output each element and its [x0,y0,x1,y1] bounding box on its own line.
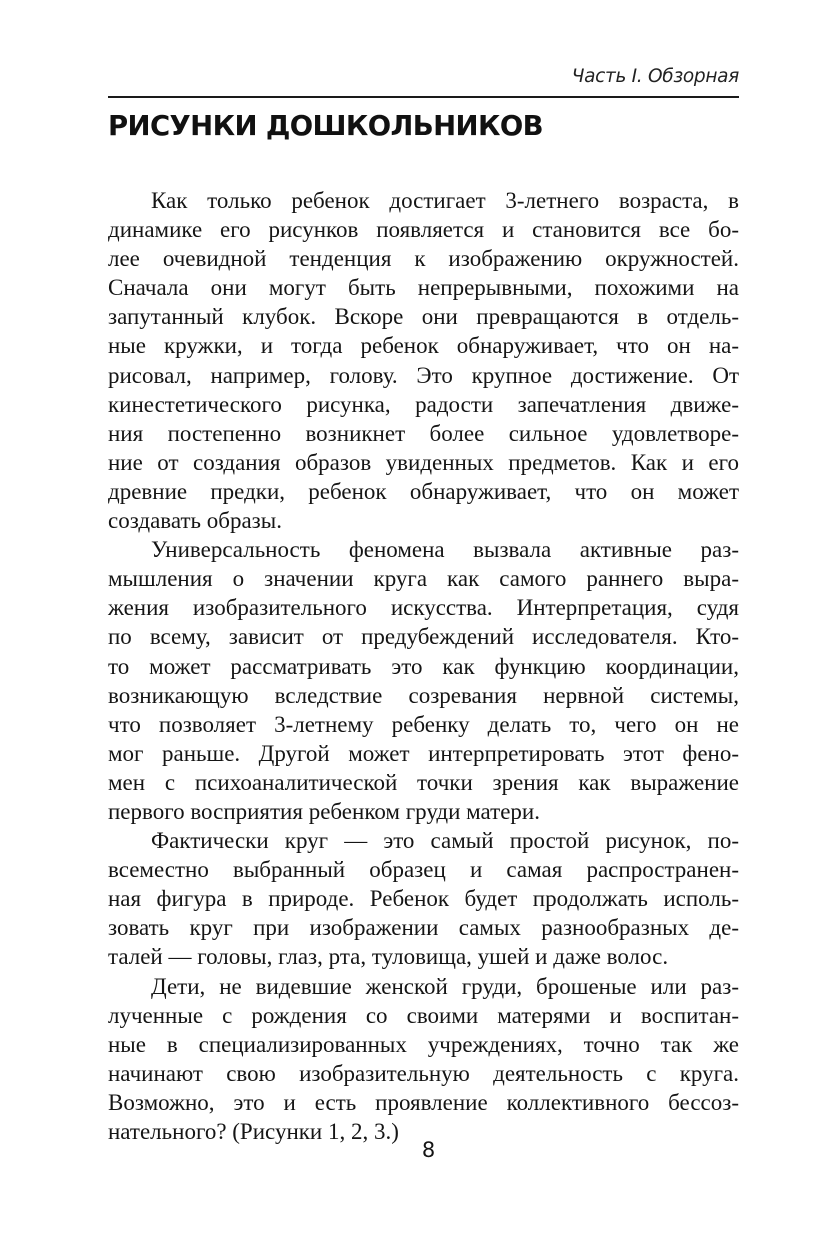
text-line: начинают свою изобразительную деятельность с круга. [108,1060,739,1086]
paragraph [108,972,739,1147]
text-line: динамике его рисунков появляется и становится все бо- [108,217,739,243]
text-line: возникающую вследствие созревания нервной системы, [108,682,739,708]
text-line: мен с психоаналитической точки зрения как выражение [108,769,739,795]
paragraph [108,826,739,971]
text-line: Возможно, это и есть проявление коллективного бессоз- [108,1089,739,1115]
text-line: создавать образы. [108,508,282,534]
running-header [108,62,739,98]
text-line: ные кружки, и тогда ребенок обнаруживает, что он на- [108,333,739,359]
text-line: ния постепенно возникнет более сильное удовлетворе- [108,420,739,446]
text-line: запутанный клубок. Вскоре они превращаются в отдель- [108,304,739,330]
text-line: лученные с рождения со своими матерями и воспитан- [108,1002,739,1028]
page-number: 8 [421,1138,436,1162]
text-line: рисовал, например, голову. Это крупное достижение. От [108,362,739,388]
chapter-title: РИСУНКИ ДОШКОЛЬНИКОВ [108,110,543,142]
text-line: первого восприятия ребенком груди матери. [108,798,540,824]
text-line: ная фигура в природе. Ребенок будет продолжать исполь- [108,886,739,912]
text-line: лее очевидной тенденция к изображению окружностей. [108,246,739,272]
text-line: зовать круг при изображении самых разнообразных де- [108,915,739,941]
text-line: то может рассматривать это как функцию координации, [108,653,739,679]
text-line: Дети, не видевшие женской груди, брошеные или раз- [151,973,739,999]
text-line: нательного? (Рисунки 1, 2, 3.) [108,1119,399,1144]
text-line: Фактически круг — это самый простой рисунок, по- [151,828,739,854]
text-line: Как только ребенок достигает 3-летнего возраста, в [151,188,739,213]
text-line: всеместно выбранный образец и самая распространен- [108,857,739,883]
text-line: ние от создания образов увиденных предметов. Как и его [108,449,739,475]
text-line: кинестетического рисунка, радости запечатления движе- [108,391,739,417]
text-line: что позволяет 3-летнему ребенку делать то, чего он не [108,711,739,737]
paragraph [108,186,739,535]
text-line: мышления о значении круга как самого раннего выра- [108,566,739,592]
text-line: талей — головы, глаз, рта, туловища, ушей и даже волос. [108,944,669,970]
text-line: по всему, зависит от предубеждений исследователя. Кто- [108,624,739,650]
body-text [108,186,739,1146]
text-line: Сначала они могут быть непрерывными, похожими на [108,275,739,301]
text-line: Универсальность феномена вызвала активные раз- [151,537,739,563]
paragraph [108,535,739,826]
text-line: мог раньше. Другой может интерпретировать этот фено- [108,740,739,766]
text-line: древние предки, ребенок обнаруживает, что он может [108,478,739,504]
text-line: жения изобразительного искусства. Интерпретация, судя [108,595,739,621]
text-line: ные в специализированных учреждениях, точно так же [108,1031,739,1057]
running-header-title: Часть I. Обзорная [571,66,739,87]
